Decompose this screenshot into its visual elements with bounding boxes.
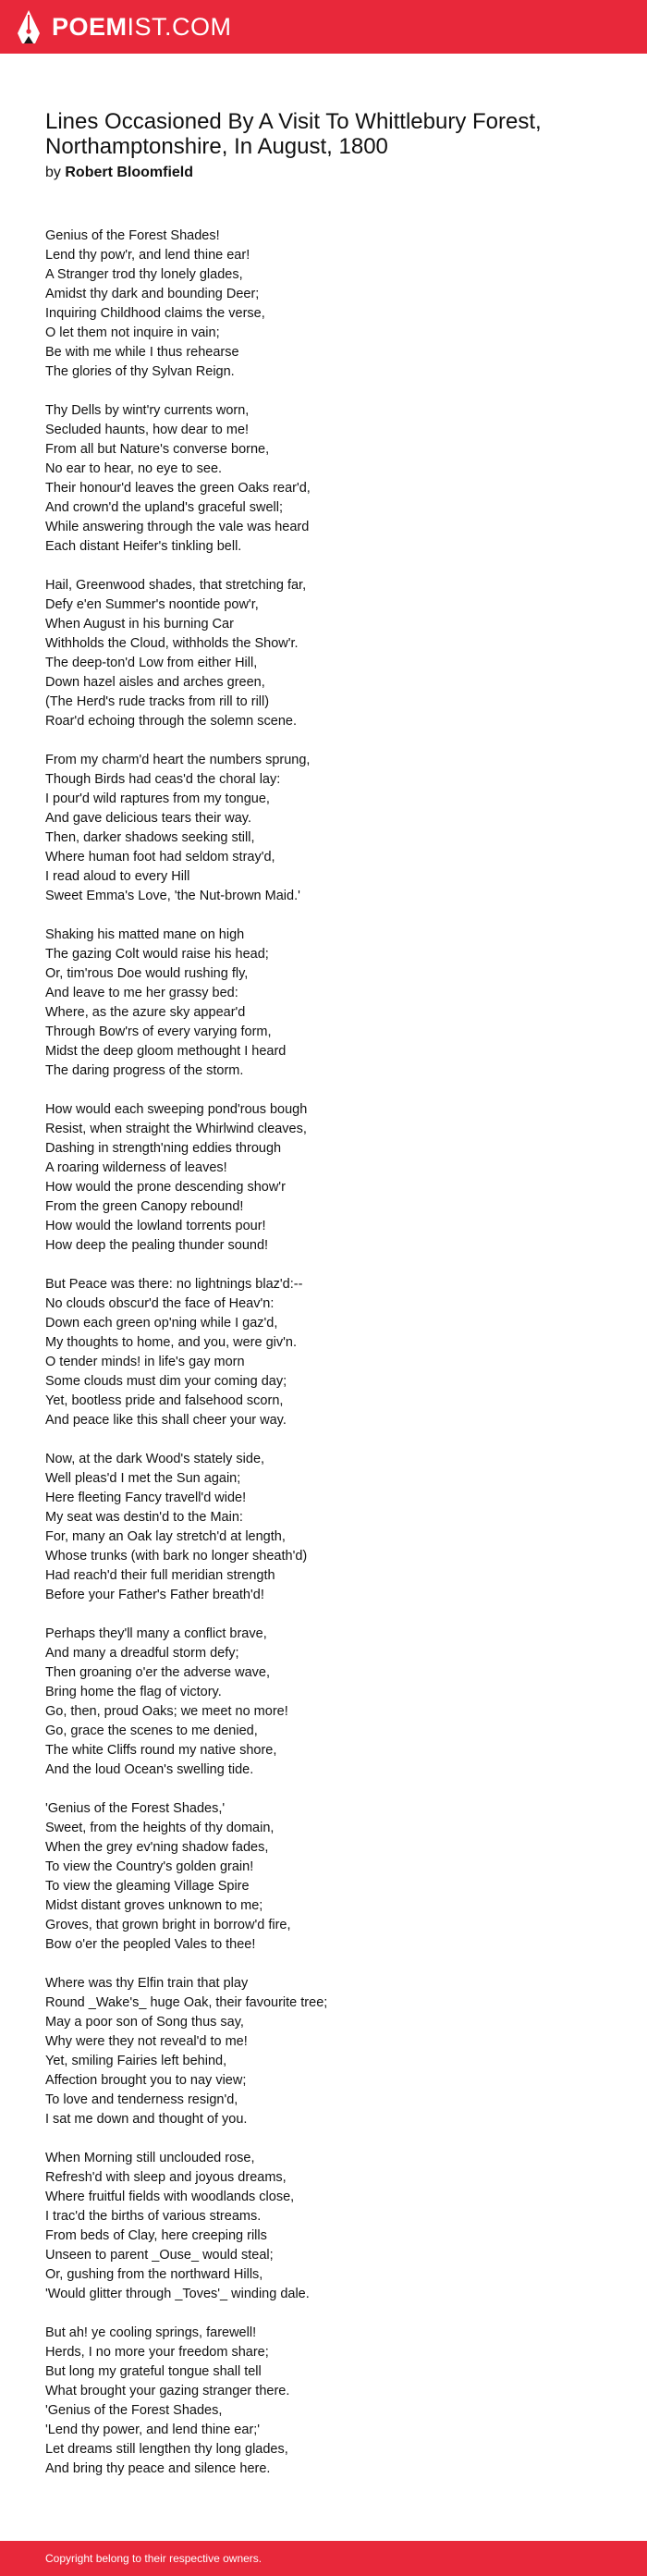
poem-line: When the grey ev'ning shadow fades, (45, 1840, 269, 1855)
byline (45, 164, 609, 182)
site-logo-text: POEMIST.COM (52, 12, 232, 41)
poem-line: Here fleeting Fancy travell'd wide! (45, 1490, 247, 1505)
poem-line: Down hazel aisles and arches green, (45, 675, 265, 690)
poem-line: What brought your gazing stranger there. (45, 2384, 290, 2398)
poem-line: Sweet, from the heights of thy domain, (45, 1821, 275, 1835)
byline-label: by (45, 165, 61, 180)
copyright-text: Copyright belong to their respective owners. (45, 2552, 262, 2565)
poem-line: Yet, smiling Fairies left behind, (45, 2054, 227, 2068)
author-name: Robert Bloomfield (65, 165, 194, 180)
poem-line: And the loud Ocean's swelling tide. (45, 1762, 254, 1777)
poem-line: Yet, bootless pride and falsehood scorn, (45, 1393, 284, 1408)
poem-line: O tender minds! in life's gay morn (45, 1355, 245, 1369)
poem-line: 'Lend thy power, and lend thine ear;' (45, 2423, 261, 2437)
poem-line: Or, tim'rous Doe would rushing fly, (45, 966, 249, 981)
poem-line: But ah! ye cooling springs, farewell! (45, 2325, 257, 2340)
poem-line: Resist, when straight the Whirlwind cleaves, (45, 1122, 307, 1136)
poem-line: When Morning still unclouded rose, (45, 2151, 255, 2165)
stanza (45, 2324, 609, 2479)
poem-line: Had reach'd their full meridian strength (45, 1568, 275, 1583)
poem-line: 'Genius of the Forest Shades,' (45, 1801, 226, 1816)
poem-line: And leave to me her grassy bed: (45, 986, 238, 1000)
poem-line: To view the gleaming Village Spire (45, 1879, 250, 1894)
poem-line: Hail, Greenwood shades, that stretching far, (45, 578, 307, 593)
poem-line: Or, gushing from the northward Hills, (45, 2267, 263, 2282)
poem-line: Where, as the azure sky appear'd (45, 1005, 246, 1020)
poem-line: 'Would glitter through _Toves'_ winding dale. (45, 2287, 310, 2301)
poem-line: For, many an Oak lay stretch'd at length, (45, 1529, 286, 1544)
poem-line: Round _Wake's_ huge Oak, their favourite tree; (45, 1995, 328, 2010)
poem-line: How deep the pealing thunder sound! (45, 1238, 269, 1253)
stanza (45, 1450, 609, 1605)
poem-line: The white Cliffs round my native shore, (45, 1743, 277, 1758)
poem-line: The daring progress of the storm. (45, 1063, 244, 1078)
poem-line: Be with me while I thus rehearse (45, 345, 239, 360)
pen-nib-icon (17, 9, 41, 44)
poem-line: Where was thy Elfin train that play (45, 1976, 249, 1991)
poem-line: Well pleas'd I met the Sun again; (45, 1471, 241, 1486)
poem-line: May a poor son of Song thus say, (45, 2015, 244, 2030)
poem-line: Though Birds had ceas'd the choral lay: (45, 772, 281, 787)
poem-line: My thoughts to home, and you, were giv'n. (45, 1335, 297, 1350)
poem-line: How would the prone descending show'r (45, 1180, 286, 1195)
poem-line: How would each sweeping pond'rous bough (45, 1102, 308, 1117)
poem-line: I trac'd the births of various streams. (45, 2209, 262, 2224)
poem-line: Sweet Emma's Love, 'the Nut-brown Maid.' (45, 889, 300, 903)
poem-body (45, 227, 609, 2479)
stanza (45, 2149, 609, 2304)
stanza (45, 227, 609, 382)
poem-line: Perhaps they'll many a conflict brave, (45, 1626, 267, 1641)
poem-line: No clouds obscur'd the face of Heav'n: (45, 1296, 275, 1311)
stanza (45, 1799, 609, 1955)
poem-line: And many a dreadful storm defy; (45, 1646, 239, 1661)
site-header (0, 0, 647, 54)
poem-line: Bow o'er the peopled Vales to thee! (45, 1937, 256, 1952)
poem-line: Refresh'd with sleep and joyous dreams, (45, 2170, 287, 2185)
poem-line: Where fruitful fields with woodlands close, (45, 2190, 295, 2204)
poem-line: Before your Father's Father breath'd! (45, 1588, 264, 1602)
poem-line: From my charm'd heart the numbers sprung, (45, 753, 311, 767)
poem-line: Down each green op'ning while I gaz'd, (45, 1316, 278, 1331)
poem-line: Bring home the flag of victory. (45, 1685, 222, 1699)
poem-line: Whose trunks (with bark no longer sheath'd) (45, 1549, 308, 1564)
poem-line: Withholds the Cloud, withholds the Show'r. (45, 636, 299, 651)
poem-line: From the green Canopy rebound! (45, 1199, 244, 1214)
poem-line: The glories of thy Sylvan Reign. (45, 364, 235, 379)
poem-line: A Stranger trod thy lonely glades, (45, 267, 243, 282)
poem-line: Amidst thy dark and bounding Deer; (45, 287, 260, 301)
poem-line: How would the lowland torrents pour! (45, 1219, 266, 1233)
poem-line: Midst the deep gloom methought I heard (45, 1044, 287, 1059)
stanza (45, 1625, 609, 1780)
poem-line: Go, grace the scenes to me denied, (45, 1723, 258, 1738)
poem-line: To view the Country's golden grain! (45, 1859, 254, 1874)
poem-line: (The Herd's rude tracks from rill to rill) (45, 694, 270, 709)
poem-line: Now, at the dark Wood's stately side, (45, 1452, 265, 1466)
poem-line: My seat was destin'd to the Main: (45, 1510, 243, 1525)
poem-line: I sat me down and thought of you. (45, 2112, 248, 2127)
poem-line: O let them not inquire in vain; (45, 325, 220, 340)
poem-line: Then, darker shadows seeking still, (45, 830, 255, 845)
poem-line: To love and tenderness resign'd, (45, 2092, 238, 2107)
stanza (45, 1275, 609, 1430)
poem-line: The deep-ton'd Low from either Hill, (45, 656, 258, 670)
poem-line: But long my grateful tongue shall tell (45, 2364, 262, 2379)
poem-line: When August in his burning Car (45, 617, 234, 632)
poem-line: Then groaning o'er the adverse wave, (45, 1665, 270, 1680)
poem-line: A roaring wilderness of leaves! (45, 1160, 227, 1175)
poem-title: Lines Occasioned By A Visit To Whittlebury Forest, Northamptonshire, In August, 1800 (45, 109, 542, 159)
stanza (45, 401, 609, 557)
stanza (45, 1100, 609, 1256)
poem-line: I read aloud to every Hill (45, 869, 190, 884)
site-footer (0, 2541, 647, 2576)
poem-line: While answering through the vale was heard (45, 520, 310, 534)
poem-line: Each distant Heifer's tinkling bell. (45, 539, 242, 554)
poem-line: Shaking his matted mane on high (45, 927, 245, 942)
poem-line: Why were they not reveal'd to me! (45, 2034, 248, 2049)
stanza (45, 576, 609, 731)
poem-line: Some clouds must dim your coming day; (45, 1374, 287, 1389)
poem-line: I pour'd wild raptures from my tongue, (45, 791, 270, 806)
poem-line: No ear to hear, no eye to see. (45, 461, 223, 476)
poem-line: Lend thy pow'r, and lend thine ear! (45, 248, 250, 263)
poem-line: Unseen to parent _Ouse_ would steal; (45, 2248, 274, 2263)
poem-line: But Peace was there: no lightnings blaz'd:-- (45, 1277, 303, 1292)
poem-line: Affection brought you to nay view; (45, 2073, 247, 2088)
poem-line: And gave delicious tears their way. (45, 811, 251, 826)
poem-line: Where human foot had seldom stray'd, (45, 850, 275, 865)
stanza (45, 1974, 609, 2129)
poem-line: Inquiring Childhood claims the verse, (45, 306, 265, 321)
poem-line: From beds of Clay, here creeping rills (45, 2228, 267, 2243)
poem-line: Herds, I no more your freedom share; (45, 2345, 269, 2360)
poem-line: Dashing in strength'ning eddies through (45, 1141, 282, 1156)
poem-line: Through Bow'rs of every varying form, (45, 1024, 272, 1039)
poem-line: Midst distant groves unknown to me; (45, 1898, 263, 1913)
poem-line: And bring thy peace and silence here. (45, 2461, 271, 2476)
main-content (45, 109, 609, 2498)
poem-line: Defy e'en Summer's noontide pow'r, (45, 597, 259, 612)
poem-line: Thy Dells by wint'ry currents worn, (45, 403, 250, 418)
poem-line: Let dreams still lengthen thy long glades, (45, 2442, 288, 2457)
poem-line: And peace like this shall cheer your way. (45, 1413, 287, 1428)
poem-line: Roar'd echoing through the solemn scene. (45, 714, 297, 729)
site-logo-link[interactable] (17, 9, 232, 44)
poem-line: Their honour'd leaves the green Oaks rear'd, (45, 481, 311, 496)
stanza (45, 926, 609, 1081)
stanza (45, 751, 609, 906)
poem-line: The gazing Colt would raise his head; (45, 947, 269, 962)
poem-line: Go, then, proud Oaks; we meet no more! (45, 1704, 288, 1719)
poem-line: And crown'd the upland's graceful swell; (45, 500, 284, 515)
poem-line: Secluded haunts, how dear to me! (45, 423, 250, 437)
poem-line: 'Genius of the Forest Shades, (45, 2403, 223, 2418)
poem-line: Groves, that grown bright in borrow'd fire, (45, 1918, 291, 1932)
poem-line: Genius of the Forest Shades! (45, 228, 220, 243)
poem-line: From all but Nature's converse borne, (45, 442, 270, 457)
